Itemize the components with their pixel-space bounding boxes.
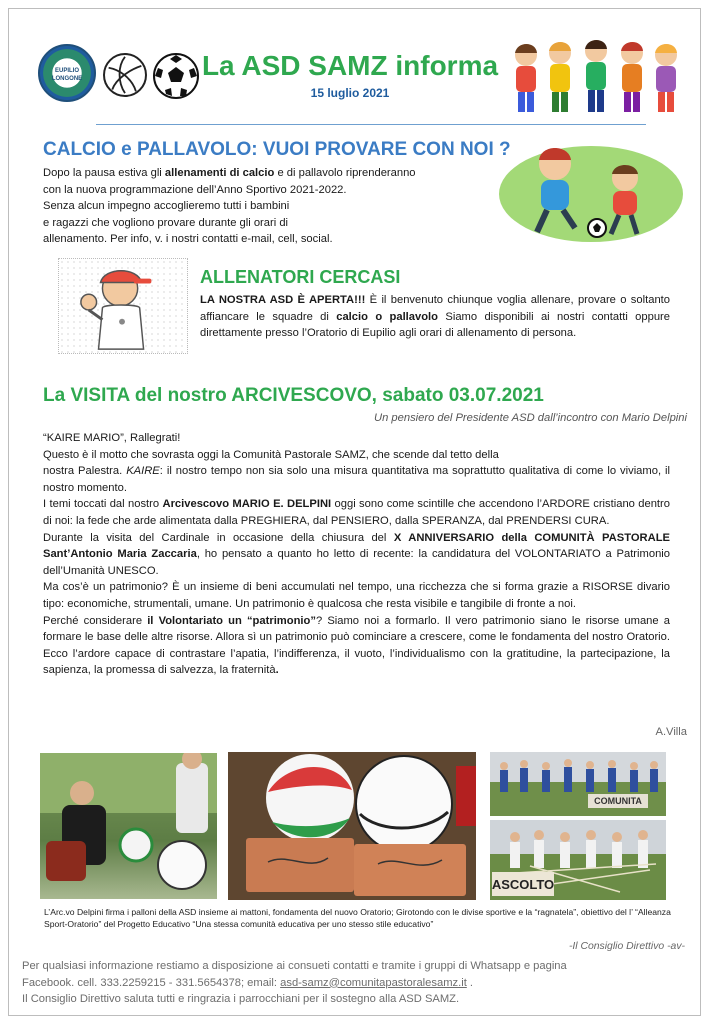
visita-paragraph-4: Ma cos’è un patrimonio? È un insieme di beni accumulati nel tempo, una ricchezza che si forma grazie a RISORSE divario tipo: economiche, strumentali, umane. Un patrimonio è qualcosa che resta visibile e tangibile di fronte a noi. xyxy=(43,581,670,610)
children-illustration xyxy=(508,35,686,117)
calcio-paragraph xyxy=(43,165,473,248)
calcio-line-4: e ragazzi che vogliono provare durante gli orari di xyxy=(43,216,289,229)
footer-line-2: Facebook. cell. 333.2259215 - 331.5654378; email: asd-samz@comunitapastoralesamz.it . xyxy=(22,976,474,989)
footer-contacts xyxy=(22,958,688,1008)
logo-text-longone: LONGONE xyxy=(51,76,83,82)
section-heading-visita: La VISITA del nostro ARCIVESCOVO, sabato 03.07.2021 xyxy=(43,385,544,406)
header-divider xyxy=(96,124,646,125)
soccer-ball-icon xyxy=(152,52,200,100)
banner-ascolto-text: ASCOLTO xyxy=(491,877,555,892)
visita-paragraph-1: Questo è il motto che sovrasta oggi la Comunità Pastorale SAMZ, che scende dal tetto della nostra Palestra. KAIRE: il nostro tempo non sia solo una misura quantitativa ma soprattutto qualitativa di come lo viviamo, il nostro momento. xyxy=(43,448,670,494)
section-heading-calcio: CALCIO e PALLAVOLO: VUOI PROVARE CON NOI ? xyxy=(43,139,511,160)
logo-text-eupilio: EUPILIO xyxy=(54,68,79,74)
visita-paragraph-0: “KAIRE MARIO”, Rallegrati! xyxy=(43,432,181,444)
calcio-line-3: Senza alcun impegno accoglieremo tutti i bambini xyxy=(43,200,290,213)
visita-subtitle: Un pensiero del Presidente ASD dall’incontro con Mario Delpini xyxy=(374,412,687,424)
email-link[interactable]: asd-samz@comunitapastoralesamz.it xyxy=(280,976,467,989)
visita-paragraph-5: Perché considerare il Volontariato un “patrimonio”? Siamo noi a formarlo. Il vero patrimonio siano le risorse umane a formare le base delle altre risorse. Allora sì un patrimonio può cominciare a crescere, come le fondamenta del nostro Oratorio. Ecco l’ardore capace di contrastare l’apatia, l’indifferenza, il vuoto, l’individualismo con la gratitudine, la partecipazione, la sapienza, la promessa di salvezza, la fraternità. xyxy=(43,614,670,677)
club-logo xyxy=(38,44,96,102)
newsletter-title: La ASD SAMZ informa xyxy=(201,50,499,81)
calcio-line-5: allenamento. Per info, v. i nostri contatti e-mail, cell, social. xyxy=(43,233,333,246)
visita-article xyxy=(43,430,670,679)
visita-paragraph-2: I temi toccati dal nostro Arcivescovo MARIO E. DELPINI oggi sono come scintille che accendono l’ARDORE cristiano dentro di noi: la fede che arde alimentata dalla PREGHIERA, dal PENSIERO, dalla SPERANZA, dal PRENDERSI CURA. xyxy=(43,498,670,527)
visita-paragraph-3: Durante la visita del Cardinale in occasione della chiusura del X ANNIVERSARIO della COMUNITÀ PASTORALE Sant’Antonio Maria Zaccaria, ho pensato a quanto ho letto di recente: la candidatura del VOLONTARIATO a Patrimonio dell’Umanità UNESCO. xyxy=(43,531,670,577)
volleyball-icon xyxy=(103,53,147,97)
coach-cartoon-illustration xyxy=(58,258,188,354)
kids-playing-soccer-illustration xyxy=(497,132,685,244)
photo-archbishop-signing xyxy=(40,753,217,899)
article-signature: A.Villa xyxy=(655,726,687,738)
calcio-line-2: con la nuova programmazione dell’Anno Sportivo 2021-2022. xyxy=(43,183,347,196)
photos-caption: L’Arc.vo Delpini firma i palloni della ASD insieme ai mattoni, fondamenta del nuovo Oratorio; Girotondo con le divise sportive e la “ragnatela”, obiettivo del l’ “Alleanza Sport-Oratorio” del Progetto Educativo “Una stessa comunità educativa per uno stesso stile educativo” xyxy=(44,907,671,929)
footer-line-3: Il Consiglio Direttivo saluta tutti e ringrazia i parrocchiani per il sostegno alla ASD SAMZ. xyxy=(22,993,460,1006)
photo-girotondo xyxy=(490,752,666,816)
calcio-line-1: Dopo la pausa estiva gli allenamenti di calcio e di pallavolo riprenderanno xyxy=(43,167,416,179)
consiglio-signature: -Il Consiglio Direttivo -av- xyxy=(568,941,685,952)
allenatori-paragraph: LA NOSTRA ASD È APERTA!!! È il benvenuto chiunque voglia allenare, provare o soltanto affiancare le squadre di calcio o pallavolo Siamo disponibili ai nostri contatti oppure direttamente presso l’Oratorio di Eupilio agli orari di allenamento di persona. xyxy=(200,294,670,340)
photo-signed-balls-and-bricks xyxy=(228,752,476,900)
newsletter-date: 15 luglio 2021 xyxy=(310,86,390,100)
photo-ragnatela xyxy=(490,820,666,900)
section-heading-allenatori: ALLENATORI CERCASI xyxy=(200,267,401,287)
footer-line-1: Per qualsiasi informazione restiamo a disposizione ai consueti contatti e tramite i gruppi di Whatsapp e pagina xyxy=(22,960,567,972)
banner-comunita-text: COMUNITA xyxy=(594,796,642,806)
